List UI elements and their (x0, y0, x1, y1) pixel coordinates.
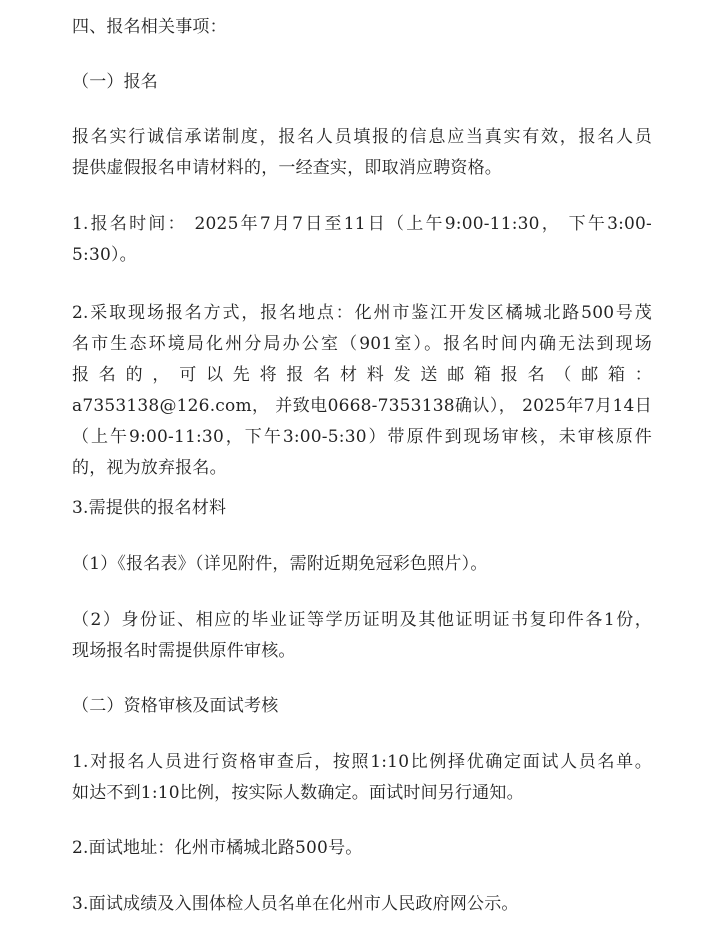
text-line: （2）身份证、相应的毕业证等学历证明及其他证明证书复印件各1份， (72, 610, 652, 630)
paragraph-integrity-commitment (72, 122, 652, 184)
text-line: 1.对报名人员进行资格审查后，按照1:10比例择优确定面试人员名单。 (72, 752, 652, 772)
text-line: a7353138@126.com， 并致电0668-7353138确认）， 2025年7月14日 (72, 396, 652, 416)
text-line: 提供虚假报名申请材料的，一经查实，即取消应聘资格。 (72, 158, 502, 178)
paragraph-qualification-review (72, 747, 652, 809)
subsection-heading-registration (72, 67, 652, 98)
list-item-registration-form (72, 549, 652, 580)
subsection-heading-review-interview (72, 691, 652, 722)
text-line: 报名的，可以先将报名材料发送邮箱报名（邮箱： (72, 365, 652, 385)
text-line: （上午9:00-11:30，下午3:00-5:30）带原件到现场审核，未审核原件 (72, 427, 652, 447)
text-line: （1）《报名表》（详见附件，需附近期免冠彩色照片）。 (72, 554, 488, 574)
text-line: 四、报名相关事项： (72, 17, 227, 37)
paragraph-interview-address (72, 833, 652, 864)
text-line: （一）报名 (72, 72, 158, 92)
section-heading (72, 12, 652, 43)
text-line: 如达不到1:10比例，按实际人数确定。面试时间另行通知。 (72, 783, 524, 803)
text-line: 报名实行诚信承诺制度，报名人员填报的信息应当真实有效，报名人员 (72, 127, 652, 147)
list-item-id-documents (72, 605, 652, 667)
text-line: （二）资格审核及面试考核 (72, 696, 279, 716)
text-line: 名市生态环境局化州分局办公室（901室）。报名时间内确无法到现场 (72, 334, 652, 354)
paragraph-required-materials (72, 493, 652, 524)
text-line: 的，视为放弃报名。 (72, 458, 227, 478)
text-line: 1.报名时间： 2025年7月7日至11日（上午9:00-11:30， 下午3:00- (72, 214, 652, 234)
text-line: 2.面试地址：化州市橘城北路500号。 (72, 838, 363, 858)
text-line: 现场报名时需提供原件审核。 (72, 641, 296, 661)
text-line: 2.采取现场报名方式，报名地点：化州市鉴江开发区橘城北路500号茂 (72, 303, 652, 323)
text-line: 3.需提供的报名材料 (72, 498, 227, 518)
paragraph-registration-time (72, 209, 652, 271)
paragraph-results-publication (72, 889, 652, 920)
text-line: 3.面试成绩及入围体检人员名单在化州市人民政府网公示。 (72, 894, 519, 914)
paragraph-registration-location (72, 298, 652, 484)
text-line: 5:30）。 (72, 245, 137, 265)
